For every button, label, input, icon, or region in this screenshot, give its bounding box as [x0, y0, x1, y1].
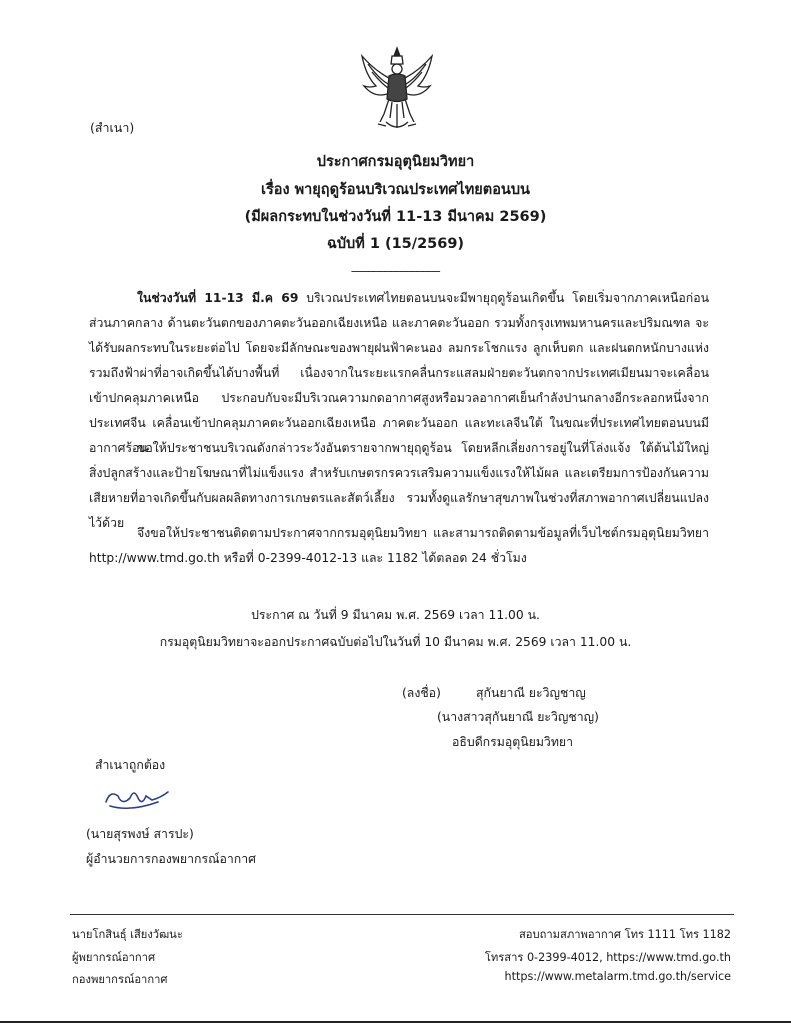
paragraph-forecast-text: บริเวณประเทศไทยตอนบนจะมีพายุฤดูร้อนเกิดขึ้น โดยเริ่มจากภาคเหนือก่อน ส่วนภาคกลาง ด้านตะวันตกของภาคตะวันออกเฉียงเหนือ และภาคตะวันออก รวมทั้งกรุงเทพมหานครและปริมณฑล จะได้รับผลกระทบในระยะต่อไป โดยจะมีลักษณะของพายุฝนฟ้าคะนอง ลมกระโชกแรง ลูกเห็บตก และฝนตกหนักบางแห่ง รวมถึงฟ้าผ่าที่อาจเกิดขึ้นได้บางพื้นที่ เนื่องจากในระยะแรกคลื่นกระแสลมฝ่ายตะวันตกจากประเทศเมียนมาจะเคลื่อนเข้าปกคลุมภาคเหนือ ประกอบกับจะมีบริเวณความกดอากาศสูงหรือมวลอากาศเย็นกำลังปานกลางอีกระลอกหนึ่งจากประเทศจีน เคลื่อนเข้าปกคลุมภาคตะวันออกเฉียงเหนือ ภาคตะวันออก และทะเลจีนใต้ ในขณะที่ประเทศไทยตอนบนมีอากาศร้อน — [89, 291, 709, 455]
footer-forecaster-role: ผู้พยากรณ์อากาศ — [72, 951, 156, 964]
paragraph-contact — [89, 521, 709, 571]
certifier-name: (นายสุรพงษ์ สารปะ) — [86, 827, 194, 841]
page-bottom-border — [0, 1021, 791, 1023]
footer-forecaster-division: กองพยากรณ์อากาศ — [72, 973, 168, 986]
paragraph-forecast — [89, 286, 709, 461]
certifier-position: ผู้อำนวยการกองพยากรณ์อากาศ — [86, 852, 256, 866]
next-issue-note: กรมอุตุนิยมวิทยาจะออกประกาศฉบับต่อไปในวันที่ 10 มีนาคม พ.ศ. 2569 เวลา 11.00 น. — [159, 635, 632, 649]
signatory-position: อธิบดีกรมอุตุนิยมวิทยา — [452, 735, 574, 749]
handwritten-signature — [100, 776, 180, 816]
footer-service-url: https://www.metalarm.tmd.go.th/service — [504, 970, 731, 983]
signatory-name: สุกันยาณี ยะวิญชาญ — [476, 686, 586, 700]
footer-divider — [70, 914, 734, 915]
footer-hotline: สอบถามสภาพอากาศ โทร 1111 โทร 1182 — [518, 928, 731, 941]
signatory-full-name: (นางสาวสุกันยาณี ยะวิญชาญ) — [437, 710, 599, 724]
document-subject: เรื่อง พายุฤดูร้อนบริเวณประเทศไทยตอนบน — [261, 182, 530, 198]
paragraph-contact-text: จึงขอให้ประชาชนติดตามประกาศจากกรมอุตุนิยมวิทยา และสามารถติดตามข้อมูลที่เว็บไซต์กรมอุตุนิยมวิทยา http://www.tmd.go.th หรือที่ 0-2399-4012-13 และ 1182 ได้ตลอด 24 ชั่วโมง — [89, 526, 709, 565]
signature-label: (ลงชื่อ) — [402, 686, 441, 700]
certified-copy-label: สำเนาถูกต้อง — [95, 758, 166, 772]
garuda-emblem-icon — [356, 44, 438, 136]
copy-tag: (สำเนา) — [90, 120, 135, 135]
paragraph-advice-text: ขอให้ประชาชนบริเวณดังกล่าวระวังอันตรายจากพายุฤดูร้อน โดยหลีกเลี่ยงการอยู่ในที่โล่งแจ้ง ใต้ต้นไม้ใหญ่ สิ่งปลูกสร้างและป้ายโฆษณาที่ไม่แข็งแรง สำหรับเกษตรกรควรเสริมความแข็งแรงให้ไม้ผล และเตรียมการป้องกันความเสียหายที่อาจเกิดขึ้นกับผลผลิตทางการเกษตรและสัตว์เลี้ยง รวมทั้งดูแลรักษาสุขภาพในช่วงที่สภาพอากาศเปลี่ยนแปลงไว้ด้วย — [89, 441, 709, 530]
document-issue-number: ฉบับที่ 1 (15/2569) — [326, 236, 465, 252]
heading-divider: ________________ — [351, 258, 440, 272]
document-title: ประกาศกรมอุตุนิยมวิทยา — [316, 154, 475, 170]
announcement-date: ประกาศ ณ วันที่ 9 มีนาคม พ.ศ. 2569 เวลา 11.00 น. — [251, 608, 540, 622]
document-effect-period: (มีผลกระทบในช่วงวันที่ 11-13 มีนาคม 2569) — [244, 209, 547, 225]
paragraph-forecast-lead: ในช่วงวันที่ 11-13 มี.ค 69 — [137, 291, 299, 305]
footer-fax-website: โทรสาร 0-2399-4012, https://www.tmd.go.th — [484, 951, 731, 964]
footer-forecaster-name: นายโกสินธุ์ เสียงวัฒนะ — [72, 928, 183, 941]
